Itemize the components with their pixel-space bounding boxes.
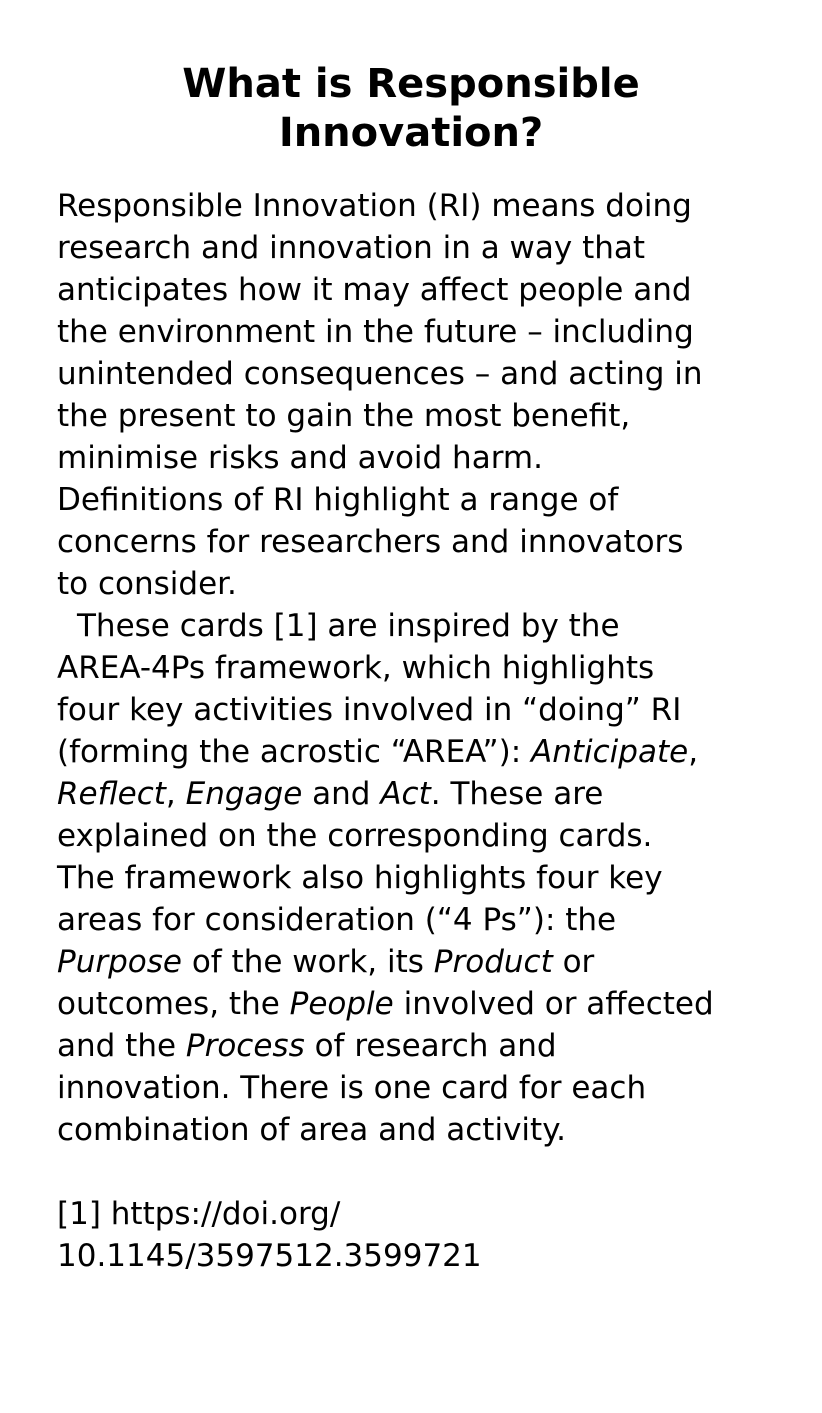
title-line-1: What is Responsible <box>182 61 640 107</box>
text-line: unintended consequences – and acting in <box>57 356 703 392</box>
term-anticipate: Anticipate <box>531 734 689 770</box>
text-segment: , <box>165 776 186 812</box>
text-line: the present to gain the most benefit, <box>57 398 631 434</box>
text-line: to consider. <box>57 566 237 602</box>
text-line <box>57 731 797 773</box>
text-line: areas for consideration (“4 Ps”): the <box>57 902 617 938</box>
text-line: four key activities involved in “doing” RI <box>57 692 682 728</box>
reference-doi: 10.1145/3597512.3599721 <box>57 1238 482 1274</box>
reference-line: [1] https://doi.org/ <box>57 1196 341 1232</box>
text-line <box>57 1025 797 1067</box>
text-line <box>57 773 797 815</box>
text-line: research and innovation in a way that <box>57 230 646 266</box>
body-text <box>57 185 797 1277</box>
text-segment: of research and <box>304 1028 557 1064</box>
text-segment: . These are <box>430 776 604 812</box>
term-people: People <box>289 986 394 1022</box>
paragraph-gap <box>57 1151 797 1193</box>
term-reflect: Reflect <box>57 776 166 812</box>
text-line: concerns for researchers and innovators <box>57 524 684 560</box>
title-line-2: Innovation? <box>278 110 544 156</box>
text-segment: involved or affected <box>393 986 714 1022</box>
text-line: the environment in the future – including <box>57 314 694 350</box>
text-segment: (forming the acrostic “AREA”): <box>57 734 532 770</box>
text-segment: or <box>552 944 595 980</box>
text-line <box>57 941 797 983</box>
text-line: combination of area and activity. <box>57 1112 566 1148</box>
term-process: Process <box>185 1028 305 1064</box>
text-line: The framework also highlights four key <box>57 860 663 896</box>
term-act: Act <box>380 776 431 812</box>
term-product: Product <box>433 944 553 980</box>
term-engage: Engage <box>185 776 303 812</box>
text-line: AREA-4Ps framework, which highlights <box>57 650 655 686</box>
text-segment: and <box>302 776 381 812</box>
text-line: minimise risks and avoid harm. <box>57 440 543 476</box>
text-segment: outcomes, the <box>57 986 290 1022</box>
text-segment: and the <box>57 1028 186 1064</box>
page-title <box>0 60 822 158</box>
text-segment: of the work, its <box>181 944 434 980</box>
text-line <box>57 983 797 1025</box>
text-line: These cards [1] are inspired by the <box>77 608 620 644</box>
text-line: innovation. There is one card for each <box>57 1070 647 1106</box>
text-line: Definitions of RI highlight a range of <box>57 482 619 518</box>
text-line: anticipates how it may affect people and <box>57 272 692 308</box>
text-segment: , <box>688 734 699 770</box>
text-line: explained on the corresponding cards. <box>57 818 653 854</box>
text-line: Responsible Innovation (RI) means doing <box>57 188 692 224</box>
term-purpose: Purpose <box>57 944 182 980</box>
